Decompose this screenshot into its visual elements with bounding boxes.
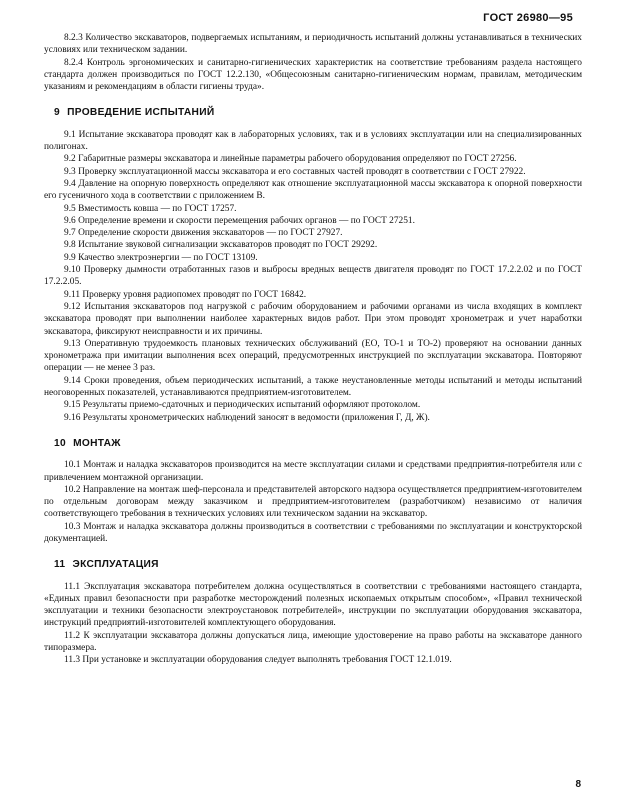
paragraph-9-12: 9.12 Испытания экскаваторов под нагрузкой с рабочим оборудованием и рабочими органами из числа входящих в комплект экскаватора проводят при выполнении наиболее характерных видов работ. При этом проводят хронометраж и учет наработки экскаватора, фиксируют неисправности и их причины.: [44, 301, 582, 337]
paragraph-10-1: 10.1 Монтаж и наладка экскаваторов производится на месте эксплуатации силами и средствами предприятия-потребителя или с привлечением монтажной организации.: [44, 460, 582, 483]
section-title: ЭКСПЛУАТАЦИЯ: [72, 559, 159, 571]
section-heading-11: [54, 559, 582, 571]
paragraph-11-1: 11.1 Эксплуатация экскаватора потребителем должна осуществляться в соответствии с требованиями настоящего стандарта, «Единых правил безопасности при разработке месторождений полезных ископаемых открытым способом», «Правил технической эксплуатации и техники безопасности электроустановок потребителей», инструкции по эксплуатации оборудования экскаватора, инструкций предприятий-изготовителей комплектующего оборудования.: [44, 581, 582, 629]
paragraph-9-9: 9.9 Качество электроэнергии — по ГОСТ 13109.: [64, 252, 258, 263]
paragraph-9-6: 9.6 Определение времени и скорости перемещения рабочих органов — по ГОСТ 27251.: [64, 215, 415, 226]
paragraph-9-8: 9.8 Испытание звуковой сигнализации экскаваторов проводят по ГОСТ 29292.: [64, 240, 378, 251]
paragraph-9-11: 9.11 Проверку уровня радиопомех проводят по ГОСТ 16842.: [64, 289, 307, 300]
section-number: 9: [54, 107, 60, 119]
paragraph-9-5: 9.5 Вместимость ковша — по ГОСТ 17257.: [64, 203, 237, 214]
section-number: 11: [54, 559, 66, 571]
paragraph-11-3: 11.3 При установке и эксплуатации оборудования следует выполнять требования ГОСТ 12.1.019.: [64, 655, 452, 666]
section-heading-9: [54, 107, 582, 119]
section-title: ПРОВЕДЕНИЕ ИСПЫТАНИЙ: [67, 107, 215, 119]
page-number: 8: [575, 779, 581, 790]
section-number: 10: [54, 437, 66, 449]
paragraph-9-13: 9.13 Оперативную трудоемкость плановых технических обслуживаний (ЕО, ТО-1 и ТО-2) проверяют на основании данных хронометража при имитации выполнения всех операций, предусмотренных инструкцией по эксплуатации экскаватора. Повторяют операции — не менее 3 раз.: [44, 338, 582, 374]
paragraph-9-3: 9.3 Проверку эксплуатационной массы экскаватора и его составных частей проводят в соответствии с ГОСТ 27922.: [64, 166, 526, 177]
document-body: [44, 32, 582, 667]
paragraph-9-2: 9.2 Габаритные размеры экскаватора и линейные параметры рабочего оборудования определяют по ГОСТ 27256.: [64, 154, 517, 165]
section-heading-10: [54, 438, 582, 450]
section-title: МОНТАЖ: [73, 437, 121, 449]
paragraph-9-4: 9.4 Давление на опорную поверхность определяют как отношение эксплуатационной массы экскаватора к опорной поверхности его гусеничного хода в соответствии с приложением В.: [44, 178, 582, 202]
paragraph-9-1: 9.1 Испытание экскаватора проводят как в лабораторных условиях, так и в условиях эксплуатации или на специализированных полигонах.: [44, 129, 582, 153]
paragraph-10-3: 10.3 Монтаж и наладка экскаватора должны производиться в соответствии с требованиями по эксплуатации и конструкторской документацией.: [44, 521, 582, 544]
paragraph-9-16: 9.16 Результаты хронометрических наблюдений заносят в ведомости (приложения Г, Д, Ж).: [64, 412, 430, 423]
paragraph-9-10: 9.10 Проверку дымности отработанных газов и выбросы вредных веществ двигателя проводят по ГОСТ 17.2.2.02 и по ГОСТ 17.2.2.05.: [44, 265, 582, 288]
paragraph-8-2-3: 8.2.3 Количество экскаваторов, подвергаемых испытаниям, и периодичность испытаний должны устанавливаться в технических условиях или техническом задании.: [44, 33, 582, 56]
paragraph-10-2: 10.2 Направление на монтаж шеф-персонала и представителей авторского надзора осуществляется предприятием-изготовителем по отдельным договорам между заказчиком и предприятием-изготовителем (разработчиком) независимо от наличия соответствующего требования в технических условиях или техническом задании на экскаватор.: [44, 484, 582, 520]
paragraph-8-2-4: 8.2.4 Контроль эргономических и санитарно-гигиенических характеристик на соответствие требованиям раздела настоящего стандарта должен производиться по ГОСТ 12.2.130, «Общесоюзным санитарно-гигиеническим нормам, правилам, методическим указаниям и рекомендациям в области гигиены труда».: [44, 57, 582, 93]
paragraph-9-14: 9.14 Сроки проведения, объем периодических испытаний, а также неустановленные методы испытаний и методы испытаний неоговоренных показателей, устанавливаются предприятием-изготовителем.: [44, 375, 582, 399]
paragraph-9-7: 9.7 Определение скорости движения экскаваторов — по ГОСТ 27927.: [64, 228, 343, 239]
paragraph-9-15: 9.15 Результаты приемо-сдаточных и периодических испытаний оформляют протоколом.: [64, 400, 421, 411]
document-header: ГОСТ 26980—95: [483, 12, 573, 24]
paragraph-11-2: 11.2 К эксплуатации экскаватора должны допускаться лица, имеющие удостоверение на право работы на экскаваторе данного типоразмера.: [44, 630, 582, 654]
